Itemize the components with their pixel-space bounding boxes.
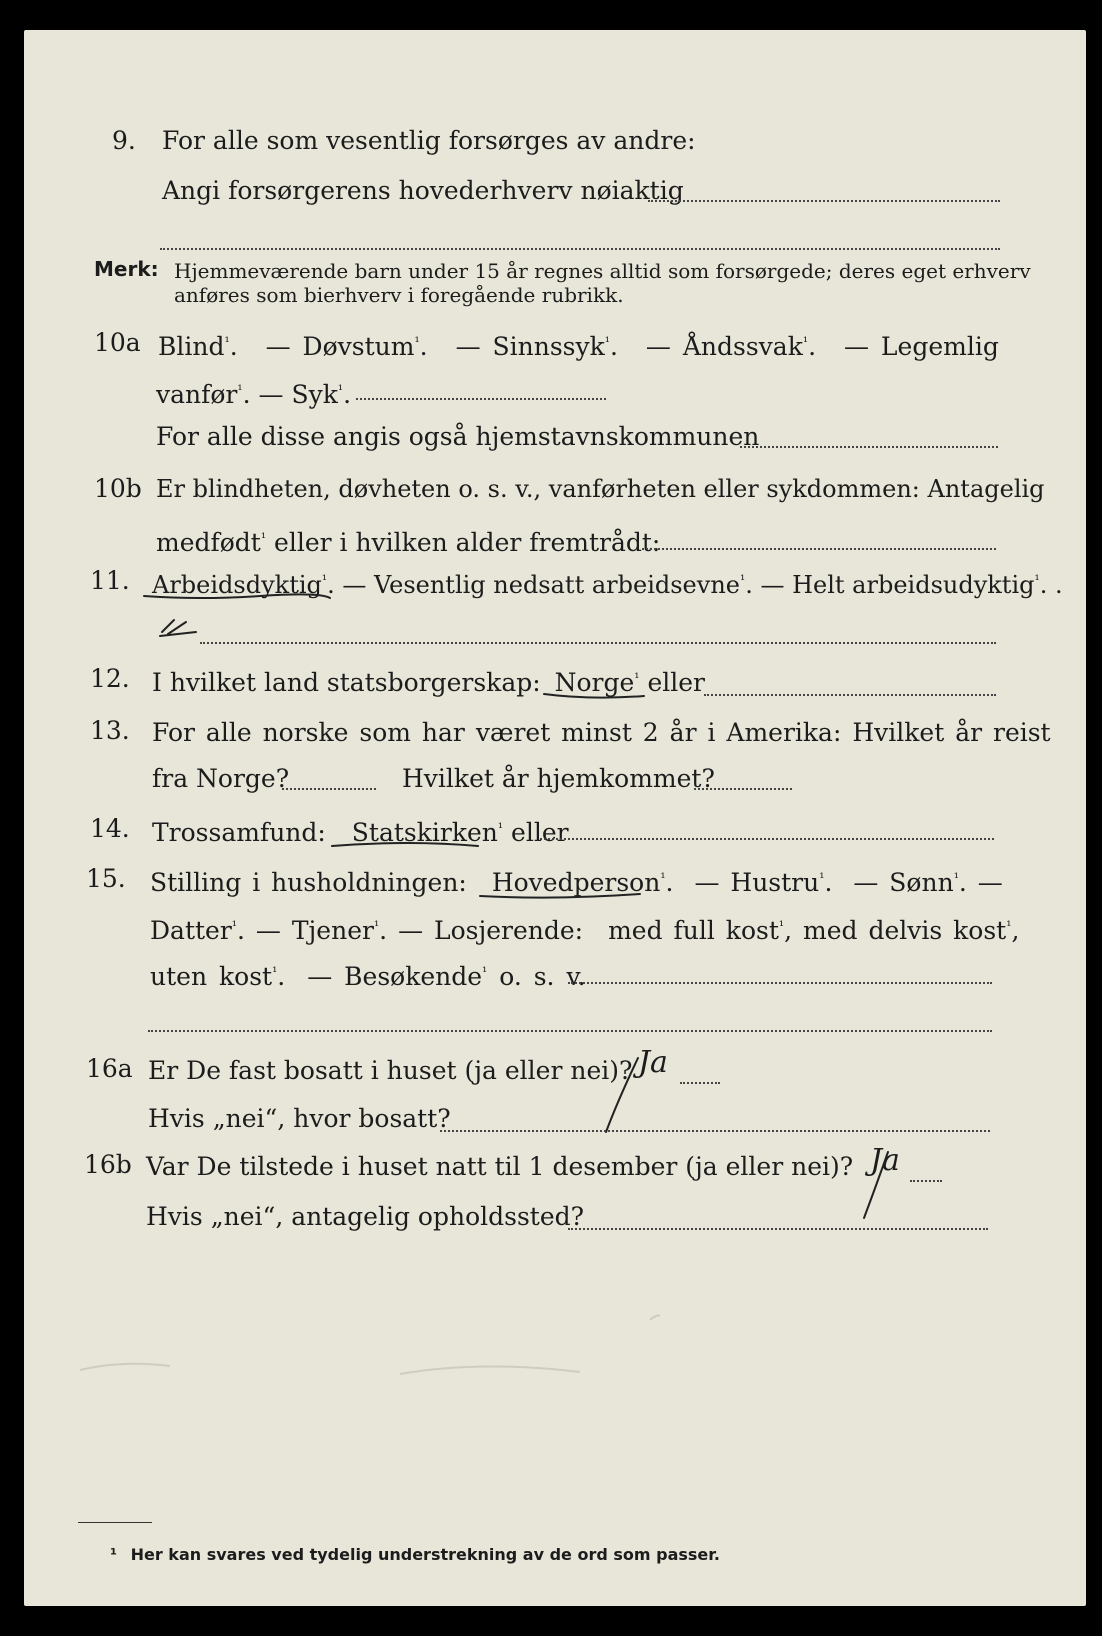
q14-answer-line[interactable] (540, 838, 994, 840)
footnote-ref: ¹ (321, 573, 328, 588)
q14-eller: eller (511, 818, 569, 847)
opt-legemlig[interactable]: — Legemlig (843, 332, 999, 361)
q16b-line-2: Hvis „nei“, antagelig opholdssted? (146, 1202, 585, 1231)
q13-fra-norge: fra Norge? (152, 764, 290, 793)
opt-norge[interactable]: Norge (554, 668, 635, 697)
footnote-ref: ¹ (802, 335, 809, 350)
q11-answer-line[interactable] (200, 642, 996, 644)
q16a-line-1: Er De fast bosatt i huset (ja eller nei)? (148, 1056, 633, 1085)
opt-andssvak[interactable]: — Åndssvak (645, 332, 803, 361)
bleed-through-marks (60, 1300, 660, 1400)
opt-statskirken[interactable]: Statskirken (351, 818, 498, 847)
opt-arbeidsdyktig[interactable]: Arbeidsdyktig (152, 571, 322, 599)
opt-besokende[interactable]: — Besøkende (307, 962, 483, 991)
merk-label: Merk: (94, 257, 159, 281)
q9-answer-line-2[interactable] (160, 248, 1000, 250)
footnote-ref: ¹ (604, 335, 610, 350)
opt-vanfor[interactable]: vanfør (156, 380, 238, 409)
footnote-ref: ¹ (224, 335, 230, 350)
q13-line-1: For alle norske som har været minst 2 år i Amerika: Hvilket år reist (152, 718, 1051, 747)
q12-eller: eller (647, 668, 706, 697)
footnote-ref: ¹ (231, 919, 238, 934)
q15-line-1: Stilling i husholdningen: Hovedperson$^{^1}$. — Hustru$^{^1}$. — Sønn$^{^1}$. — (150, 868, 1003, 897)
opt-full-kost[interactable]: med full kost (608, 916, 779, 945)
footnote-ref: ¹ (482, 965, 488, 980)
q11-underline-mark (140, 586, 340, 606)
merk-text: Hjemmeværende barn under 15 år regnes alltid som forsørgede; deres eget erhverv (174, 259, 1031, 283)
q15-answer-line-2[interactable] (148, 1030, 992, 1032)
opt-delvis-kost[interactable]: , med delvis kost (784, 916, 1007, 945)
opt-losjerende: — Losjerende: (398, 916, 584, 945)
q11-options: Arbeidsdyktig$^{^1}$. — Vesentlig nedsatt arbeidsevne$^{^1}$. — Helt arbeidsudyktig$^{^1}$. . (152, 571, 1063, 599)
footnote-ref: ¹ (497, 821, 504, 836)
q16b-number: 16b (84, 1150, 132, 1179)
q10a-line-3: For alle disse angis også hjemstavnskommunen (156, 422, 760, 451)
q10b-line-2 (156, 524, 660, 558)
q11-number: 11. (90, 566, 130, 595)
q9-text-2: Angi forsørgerens hovederhverv nøiaktig (162, 176, 684, 205)
footnote-text: Her kan svares ved tydelig understrekning av de ord som passer. (130, 1545, 720, 1564)
opt-datter[interactable]: Datter (150, 916, 232, 945)
footnote-ref: ¹ (337, 383, 344, 398)
footnote-ref: ¹ (414, 335, 420, 350)
opt-hustru[interactable]: — Hustru (694, 868, 820, 897)
q12-text: I hvilket land statsborgerskap: (152, 668, 541, 697)
footnote-ref: ¹ (272, 965, 278, 980)
footnote-ref: ¹ (1034, 573, 1040, 588)
footnote-ref: ¹ (237, 383, 243, 398)
footnote-rule (78, 1522, 152, 1523)
q11-check-mark (156, 612, 206, 642)
q10a-line-2: vanfør$^{^1}$. — Syk$^{^1}$. (156, 380, 352, 409)
footnote-ref: ¹ (260, 531, 267, 546)
q12-answer-line[interactable] (704, 694, 996, 696)
q10b-answer-line[interactable] (642, 548, 996, 550)
merk-text-2: anføres som bierhverv i foregående rubrikk. (174, 283, 624, 307)
q15-text: Stilling i husholdningen: (150, 868, 467, 897)
opt-udyktig[interactable]: — Helt arbeidsudyktig (760, 571, 1035, 599)
q15-answer-line[interactable] (568, 982, 992, 984)
q13-number: 13. (90, 716, 130, 745)
footnote-ref: ¹ (660, 871, 666, 886)
q15-underline-mark (476, 888, 646, 904)
q15-line-3: uten kost$^{^1}$. — Besøkende$^{^1}$ o. s. v. (150, 962, 586, 991)
opt-sonn[interactable]: — Sønn (853, 868, 954, 897)
footnote-ref: ¹ (1006, 919, 1012, 934)
opt-dovstum[interactable]: — Døvstum (265, 332, 415, 361)
q10b-alder-text: eller i hvilken alder fremtrådt: (274, 528, 661, 557)
footnote-ref: ¹ (634, 671, 640, 686)
q12-underline-mark (540, 690, 650, 706)
footnote-ref: ¹ (739, 573, 746, 588)
q14-underline-mark (328, 838, 488, 854)
footnote-mark: ¹ (110, 1545, 118, 1564)
q10b-line-1: Er blindheten, døvheten o. s. v., vanførheten eller sykdommen: Antagelig (156, 475, 1045, 503)
footnote-ref: ¹ (373, 919, 380, 934)
q15-number: 15. (86, 864, 126, 893)
q16a-answer-line-2[interactable] (440, 1130, 990, 1132)
q16b-handwritten-answer[interactable]: Ja (870, 1143, 900, 1178)
q16a-line-2: Hvis „nei“, hvor bosatt? (148, 1104, 451, 1133)
q15-osv: o. s. v. (499, 962, 586, 991)
q10b-number: 10b (94, 474, 142, 503)
footnote-ref: ¹ (778, 919, 785, 934)
q12-number: 12. (90, 664, 130, 693)
q16a-handwritten-stroke (598, 1045, 688, 1140)
q10a-line-1: Blind$^{^1}$. — Døvstum$^{^1}$. — Sinnssyk$^{^1}$. — Åndssvak$^{^1}$. — Legemlig (158, 332, 999, 361)
q16a-handwritten-answer[interactable]: Ja (638, 1045, 668, 1080)
q10a-answer-line[interactable] (356, 398, 606, 400)
footnote (110, 1540, 720, 1570)
q9-answer-line[interactable] (648, 200, 1000, 202)
q16a-number: 16a (86, 1054, 133, 1083)
opt-uten-kost[interactable]: uten kost (150, 962, 273, 991)
q14-text: Trossamfund: (152, 818, 326, 847)
q16b-handwritten-stroke (852, 1143, 912, 1226)
footnote-ref: ¹ (819, 871, 825, 886)
opt-sinnssyk[interactable]: — Sinnssyk (455, 332, 605, 361)
opt-nedsatt[interactable]: — Vesentlig nedsatt arbeidsevne (342, 571, 740, 599)
opt-syk[interactable]: — Syk (258, 380, 338, 409)
footnote-ref: ¹ (953, 871, 959, 886)
q16a-answer-line[interactable] (680, 1082, 720, 1084)
q16b-line-1: Var De tilstede i huset natt til 1 desember (ja eller nei)? (146, 1152, 854, 1181)
opt-tjener[interactable]: — Tjener (255, 916, 374, 945)
q16b-answer-line-2[interactable] (568, 1228, 988, 1230)
q10a-answer-line-2[interactable] (740, 446, 998, 448)
q9-text: For alle som vesentlig forsørges av andre: (162, 126, 696, 155)
q16b-answer-line[interactable] (910, 1180, 942, 1182)
q9-number: 9. (112, 126, 136, 155)
q13-hjemkommet: Hvilket år hjemkommet? (402, 764, 715, 793)
q13-answer-line-2[interactable] (694, 788, 792, 790)
opt-hovedperson[interactable]: Hovedperson (491, 868, 661, 897)
opt-medfodt[interactable]: medfødt (156, 528, 261, 557)
q10a-number: 10a (94, 328, 141, 357)
q15-line-2: Datter$^{^1}$. — Tjener$^{^1}$. — Losjerende: med full kost$^{^1}$, med delvis kost$^{^1}$, (150, 916, 1020, 945)
opt-blind[interactable]: Blind (158, 332, 225, 361)
q13-answer-line-1[interactable] (282, 788, 376, 790)
q14-number: 14. (90, 814, 130, 843)
